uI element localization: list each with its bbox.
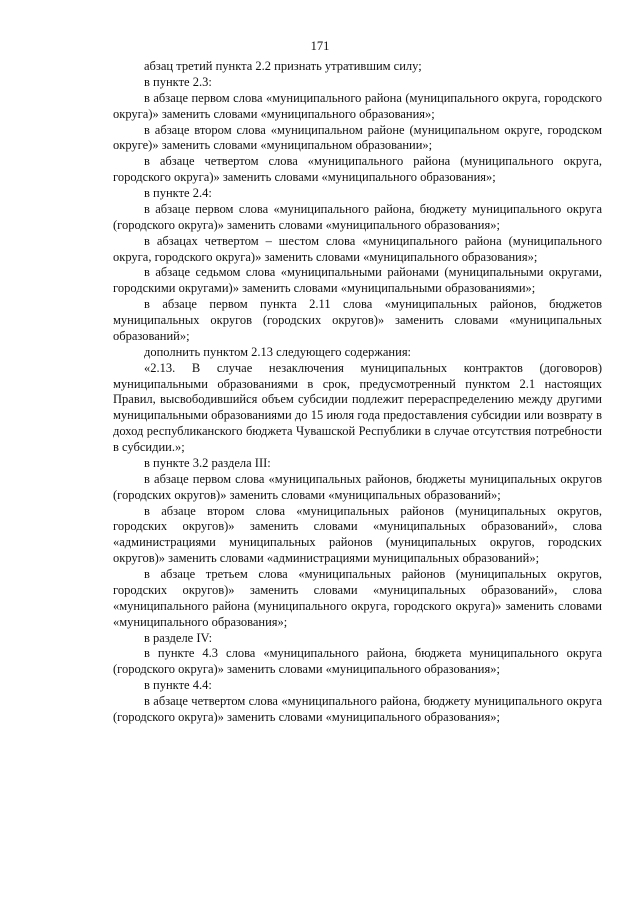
paragraph: в пункте 2.3: <box>144 74 212 89</box>
paragraph: абзац третий пункта 2.2 признать утратившим силу; <box>144 59 422 73</box>
paragraph: в абзаце четвертом слова «муниципального района (муниципального округа, городского округа)» заменить словами «муниципального образования»; <box>113 154 602 185</box>
page-number: 171 <box>310 39 330 53</box>
paragraph: в абзаце четвертом слова «муниципального района, бюджету муниципального округа (городского округа)» заменить словами «муниципального образования»; <box>113 694 602 724</box>
document-body <box>113 59 602 726</box>
paragraph: в разделе IV: <box>144 630 213 645</box>
paragraph: в пункте 4.3 слова «муниципального района, бюджета муниципального округа (городского округа)» заменить словами «муниципального образования»; <box>113 646 602 677</box>
paragraph: в абзаце первом слова «муниципальных районов, бюджеты муниципальных округов (городских округов)» заменить словами «муниципальных образований»; <box>113 471 602 502</box>
paragraph: дополнить пунктом 2.13 следующего содержания: <box>144 344 412 359</box>
paragraph: в пункте 4.4: <box>144 678 212 693</box>
paragraph: в абзаце третьем слова «муниципальных районов (муниципальных округов, городских округов)» заменить словами «муниципальных образований», слова «муниципального района (муниципального округа, городского округа)» заменить словами «муниципального образования»; <box>113 567 602 629</box>
paragraph: в абзаце седьмом слова «муниципальными районами (муниципальными округами, городскими округами)» заменить словами «муниципальными образованиями»; <box>113 265 602 296</box>
paragraph: в пункте 2.4: <box>144 186 212 200</box>
paragraph: в абзаце втором слова «муниципальном районе (муниципальном округе, городском округе)» заменить словами «муниципальном образовании»; <box>113 122 602 153</box>
paragraph: в абзаце первом слова «муниципального района, бюджету муниципального округа (городского округа)» заменить словами «муниципального образования»; <box>113 201 602 232</box>
paragraph: в пункте 3.2 раздела III: <box>144 455 271 470</box>
paragraph: в абзаце первом пункта 2.11 слова «муниципальных районов, бюджетов муниципальных округов (городских округов)» заменить словами «муниципальных образований»; <box>113 297 602 343</box>
paragraph: в абзацах четвертом – шестом слова «муниципального района (муниципального округа, городского округа)» заменить словами «муниципального образования»; <box>113 233 602 264</box>
paragraph: в абзаце первом слова «муниципального района (муниципального округа, городского округа)» заменить словами «муниципального образования»; <box>113 90 602 121</box>
paragraph: «2.13. В случае незаключения муниципальных контрактов (договоров) муниципальными образованиями в срок, предусмотренный пунктом 2.1 настоящих Правил, высвободившийся объем субсидии подлежит перераспределению между другими муниципальными образованиями до 15 июля года предоставления субсидии или возврату в доход республиканского бюджета Чувашской Республики в случае отсутствия потребности в субсидии.»; <box>113 360 602 454</box>
paragraph: в абзаце втором слова «муниципальных районов (муниципальных округов, городских округов)» заменить словами «муниципальных образований», слова «администрациями муниципальных районов (муниципальных округов, городских округов)» заменить словами «администрациями муниципальных образований»; <box>113 503 602 566</box>
